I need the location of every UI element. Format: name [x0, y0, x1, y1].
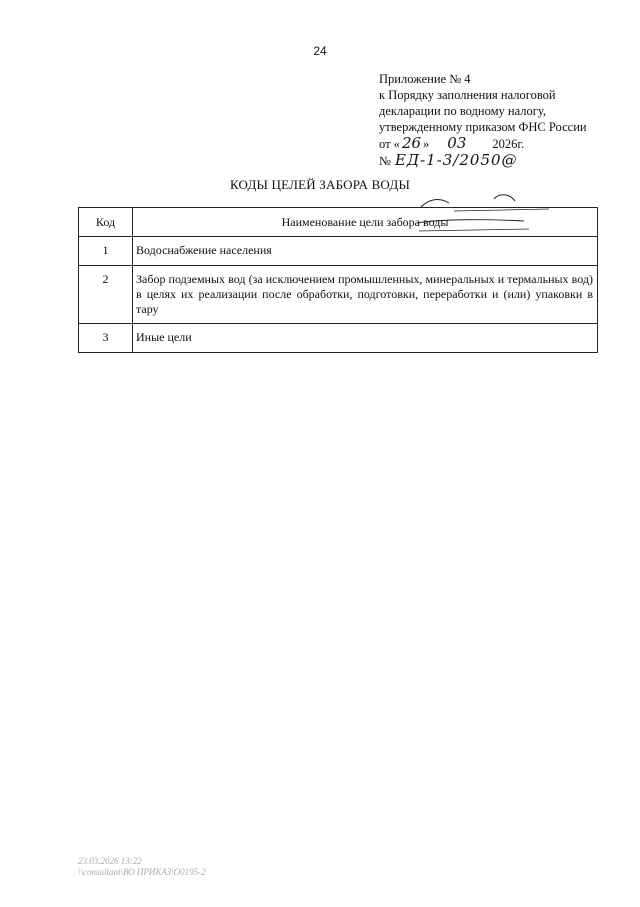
row-code: 1 — [79, 237, 133, 266]
appendix-date-line — [379, 135, 619, 152]
header-code: Код — [79, 208, 133, 237]
date-mid: » — [423, 137, 430, 151]
footer-timestamp: 23.03.2026 13:22 — [78, 856, 142, 866]
handwritten-month: 03 — [447, 134, 467, 152]
appendix-line-2: к Порядку заполнения налоговой — [379, 88, 556, 102]
number-prefix: № — [379, 154, 391, 168]
date-prefix: от « — [379, 137, 400, 151]
appendix-number-line — [379, 152, 619, 169]
table-row — [79, 266, 598, 324]
footer-path: \\consultant\ВО ПРИКАЗ\О0195-2 — [78, 867, 206, 877]
table-row — [79, 237, 598, 266]
appendix-line-1: Приложение № 4 — [379, 72, 471, 86]
date-year: 2026 — [492, 137, 518, 151]
table-header-row — [79, 208, 598, 237]
row-code: 2 — [79, 266, 133, 324]
codes-table — [78, 207, 598, 353]
row-name: Забор подземных вод (за исключением промышленных, минеральных и термальных вод) в целях их реализации после обработки, подготовки, переработки и (или) упаковки в тару — [133, 266, 598, 324]
document-title: КОДЫ ЦЕЛЕЙ ЗАБОРА ВОДЫ — [230, 177, 410, 192]
date-suffix: г. — [517, 137, 525, 151]
row-name: Иные цели — [133, 324, 598, 353]
handwritten-day: 26 — [401, 134, 422, 152]
appendix-line-4: утвержденному приказом ФНС России — [379, 120, 587, 134]
row-name: Водоснабжение населения — [133, 237, 598, 266]
handwritten-order-number: ЕД-1-3/2050@ — [394, 151, 518, 169]
appendix-block — [379, 71, 619, 169]
print-footer — [78, 856, 206, 878]
appendix-line-3: декларации по водному налогу, — [379, 104, 546, 118]
row-code: 3 — [79, 324, 133, 353]
page-number: 24 — [313, 44, 327, 58]
header-name: Наименование цели забора воды — [133, 208, 598, 237]
table-row — [79, 324, 598, 353]
